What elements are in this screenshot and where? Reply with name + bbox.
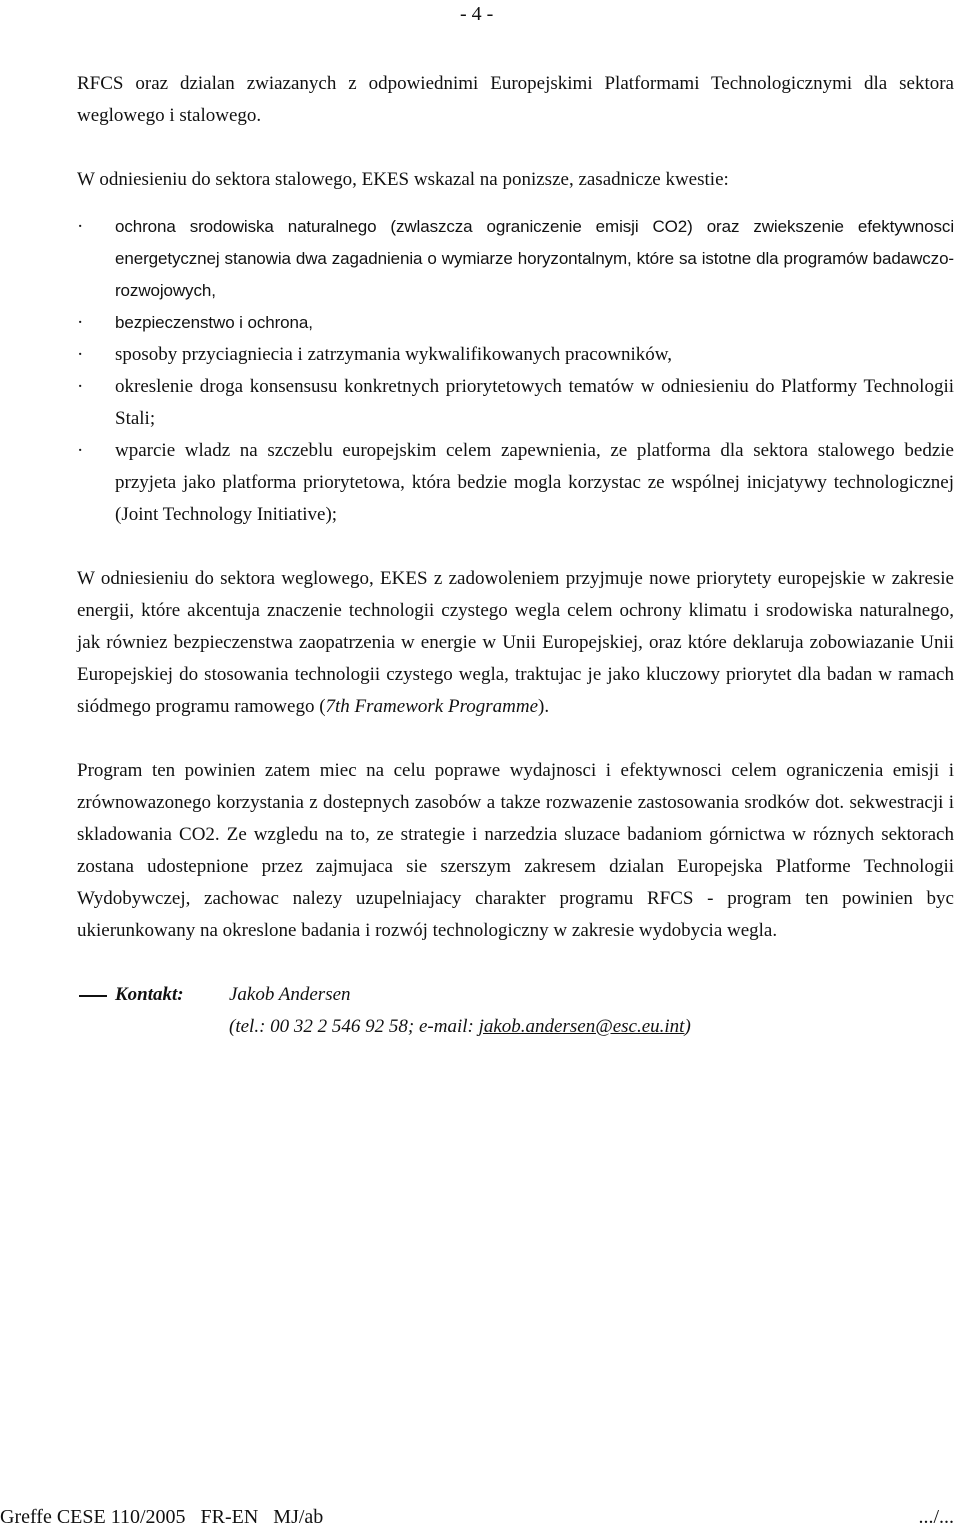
contact-block: [77, 979, 954, 1043]
contact-details-suffix: ): [684, 1016, 691, 1037]
contact-details-prefix: (tel.: 00 32 2 546 92 58; e-mail:: [229, 1016, 479, 1037]
contact-details: [229, 1011, 691, 1043]
list-item: [77, 371, 954, 435]
contact-row-details: [77, 1011, 954, 1043]
footer-continuation: .../...: [918, 1506, 954, 1528]
bullet-marker: ·: [77, 216, 84, 237]
bullet-marker: ·: [77, 376, 84, 397]
page-footer: [0, 1505, 960, 1529]
framework-programme-name: 7th Framework Programme: [325, 696, 539, 717]
contact-name: Jakob Andersen: [229, 984, 351, 1005]
email-link[interactable]: jakob.andersen@esc.eu.int: [478, 1016, 685, 1037]
coal-paragraph-end: ).: [538, 696, 550, 717]
bullet-marker: ·: [77, 312, 84, 333]
footer-reference: Greffe CESE 110/2005 FR-EN MJ/ab: [0, 1506, 324, 1528]
list-item-text: okreslenie droga konsensusu konkretnych priorytetowych tematów w odniesieniu do Platformy Technologii Stali;: [115, 376, 954, 429]
intro-paragraph: RFCS oraz dzialan zwiazanych z odpowiednimi Europejskimi Platformami Technologicznymi dla sektora weglowego i stalowego.: [77, 73, 954, 126]
list-item-text: ochrona srodowiska naturalnego (zwlaszcza ograniczenie emisji CO2) oraz zwiekszenie efektywnosci energetycznej stanowia dwa zagadnienia o wymiarze horyzontalnym, które sa istotne dla programów badawczo-rozwojowych,: [115, 217, 954, 300]
program-paragraph: Program ten powinien zatem miec na celu poprawe wydajnosci i efektywnosci celem ograniczenia emisji i zrównowazonego korzystania z dostepnych zasobów a takze rozwazenie zastosowania srodków dot. sekwestracji i skladowania CO2. Ze wzgledu na to, ze strategie i narzedzia sluzace badaniom górnictwa w róznych sektorach zostana udostepnione przez zajmujaca sie szerszym zakresem dzialan Europejska Platforme Technologii Wydobywczej, zachowac nalezy uzupelniajacy charakter programu RFCS - program ten powinien byc ukierunkowany na okreslone badania i rozwój technologiczny w zakresie wydobycia wegla.: [77, 760, 954, 941]
list-item-text: sposoby przyciagniecia i zatrzymania wykwalifikowanych pracowników,: [115, 344, 672, 365]
steel-issues-list: [77, 211, 954, 531]
contact-row-name: [77, 979, 954, 1011]
contact-label: Kontakt:: [115, 984, 184, 1005]
list-item: [77, 339, 954, 371]
list-item-text: wparcie wladz na szczeblu europejskim celem zapewnienia, ze platforma dla sektora stalowego bedzie przyjeta jako platforma priorytetowa, która bedzie mogla korzystac ze wspólnej inicjatywy technologicznej (Joint Technology Initiative);: [115, 440, 954, 525]
list-item: [77, 211, 954, 307]
list-item: [77, 435, 954, 531]
bullet-marker: ·: [77, 440, 84, 461]
dash-marker: [77, 979, 115, 1011]
list-item: [77, 307, 954, 339]
coal-paragraph-text: W odniesieniu do sektora weglowego, EKES z zadowoleniem przyjmuje nowe priorytety europejskie w zakresie energii, które akcentuja znaczenie technologii czystego wegla celem ochrony klimatu i srodowiska naturalnego, jak równiez bezpieczenstwa zaopatrzenia w energie w Unii Europejskiej, oraz które deklaruja zobowiazanie Unii Europejskiej do stosowania technologii czystego wegla, traktujac je jako kluczowy priorytet dla badan w ramach siódmego programu ramowego (: [77, 568, 954, 717]
bullet-marker: ·: [77, 344, 84, 365]
document-body: [77, 68, 954, 1043]
list-item-text: bezpieczenstwo i ochrona,: [115, 313, 313, 332]
page-number: - 4 -: [460, 3, 494, 25]
steel-lead-paragraph: W odniesieniu do sektora stalowego, EKES wskazal na ponizsze, zasadnicze kwestie:: [77, 169, 729, 190]
coal-paragraph: [77, 563, 954, 723]
